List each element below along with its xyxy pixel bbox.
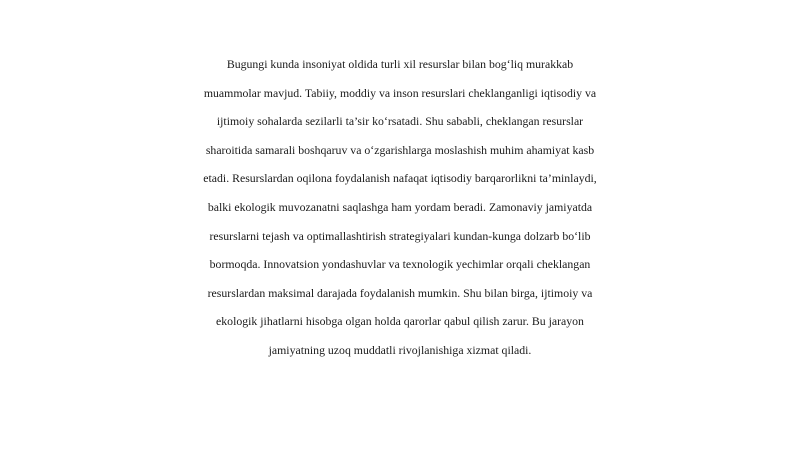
body-paragraph [0, 50, 800, 365]
paragraph-line-1: Bugungi kunda insoniyat oldida turli xil resurslar bilan bog‘liq murakkab [226, 57, 574, 71]
paragraph-line-2: muammolar mavjud. Tabiiy, moddiy va inson resurslari cheklanganligi iqtisodiy va [203, 85, 597, 100]
paragraph-line-3: ijtimoiy sohalarda sezilarli ta’sir ko‘rsatadi. Shu sababli, cheklangan resurslar [216, 114, 584, 129]
paragraph-line-4: sharoitida samarali boshqaruv va o‘zgarishlarga moslashish muhim ahamiyat kasb [205, 142, 595, 157]
paragraph-line-6: balki ekologik muvozanatni saqlashga ham yordam beradi. Zamonaviy jamiyatda [207, 199, 593, 214]
paragraph-line-11: jamiyatning uzoq muddatli rivojlanishiga xizmat qiladi. [268, 342, 532, 357]
paragraph-line-10: ekologik jihatlarni hisobga olgan holda qarorlar qabul qilish zarur. Bu jarayon [216, 314, 584, 329]
paragraph-line-9: resurslardan maksimal darajada foydalanish mumkin. Shu bilan birga, ijtimoiy va [207, 285, 593, 300]
paragraph-line-7: resurslarni tejash va optimallashtirish strategiyalari kundan-kunga dolzarb bo‘lib [209, 228, 591, 243]
paragraph-line-5: etadi. Resurslardan oqilona foydalanish nafaqat iqtisodiy barqarorlikni ta’minlaydi, [203, 171, 597, 186]
paragraph-line-8: bormoqda. Innovatsion yondashuvlar va texnologik yechimlar orqali cheklangan [209, 257, 591, 272]
